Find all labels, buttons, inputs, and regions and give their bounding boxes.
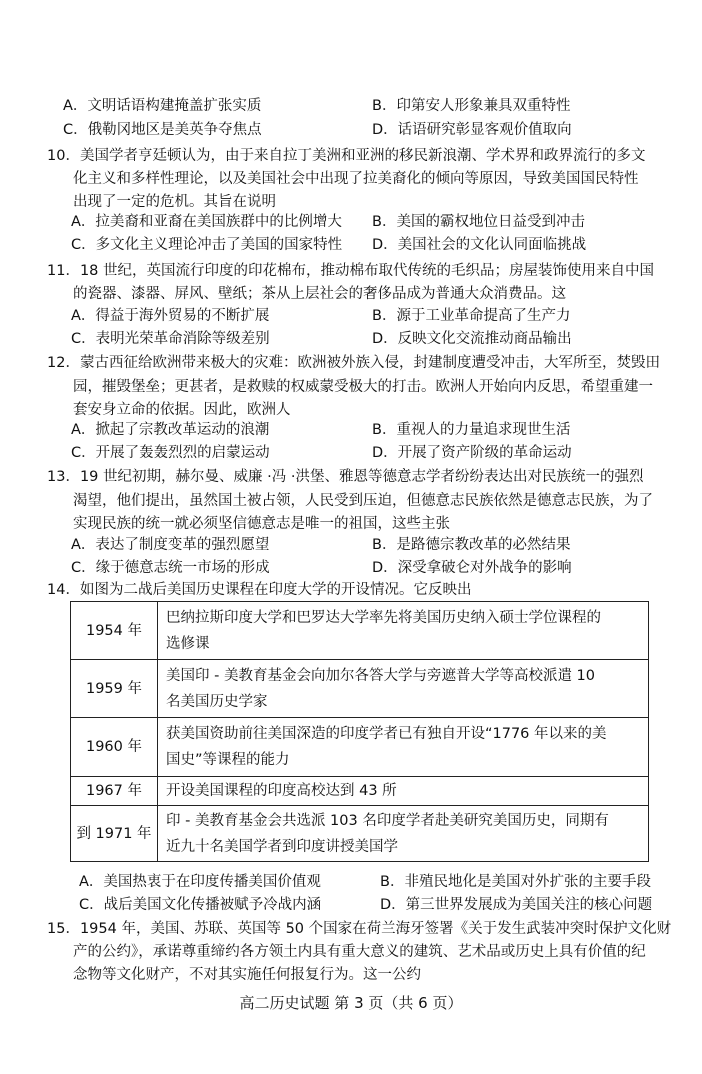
q10-option-c: C．多文化主义理论冲击了美国的国家特性 (71, 237, 343, 253)
q14-option-b: B．非殖民地化是美国对外扩张的主要手段 (380, 874, 651, 890)
table-event-cell (158, 806, 649, 862)
table-event-line: 近九十名美国学者到印度讲授美国学 (166, 838, 398, 855)
table-event-line: 选修课 (166, 635, 210, 652)
q10-stem-line: 化主义和多样性理论，以及美国社会中出现了拉美裔化的倾向等原因，导致美国国民特性 (73, 171, 639, 187)
table-event-line: 印 - 美教育基金会共选派 103 名印度学者赴美研究美国历史，同期有 (166, 812, 609, 829)
q10-stem-line: 出现了一定的危机。其旨在说明 (73, 194, 276, 210)
q15-stem-line: 15．1954 年，美国、苏联、英国等 50 个国家在荷兰海牙签署《关于发生武装冲突时保护文化财 (47, 921, 672, 937)
table-event-cell (158, 718, 649, 777)
q12-option-b: B．重视人的力量追求现世生活 (372, 422, 571, 438)
q11-stem-line: 11．18 世纪，英国流行印度的印花棉布，推动棉布取代传统的毛织品；房屋装饰使用来自中国 (47, 263, 655, 279)
q9-option-d: D．话语研究彰显客观价值取向 (372, 122, 572, 138)
q13-option-a: A．表达了制度变革的强烈愿望 (71, 537, 270, 553)
q12-option-a: A．掀起了宗教改革运动的浪潮 (71, 422, 270, 438)
q14-option-a: A．美国热衷于在印度传播美国价值观 (79, 874, 321, 890)
q14-option-d: D．第三世界发展成为美国关注的核心问题 (380, 897, 653, 913)
q13-stem-line: 实现民族的统一就必须坚信德意志是唯一的祖国，这些主张 (73, 516, 450, 532)
q12-stem-line: 12．蒙古西征给欧洲带来极大的灾难：欧洲被外族入侵，封建制度遭受冲击，大军所至，焚毁田 (47, 355, 660, 371)
q11-option-b: B．源于工业革命提高了生产力 (372, 308, 571, 324)
q15-stem-line: 产的公约》，承诺尊重缔约各方领土内具有重大意义的建筑、艺术品或历史上具有价值的纪 (73, 944, 646, 960)
q13-option-b: B．是路德宗教改革的必然结果 (372, 537, 571, 553)
page-footer: 高二历史试题 第 3 页（共 6 页） (239, 994, 463, 1012)
table-year-cell: 1954 年 (71, 602, 158, 660)
q14-option-c: C．战后美国文化传播被赋予冷战内涵 (79, 897, 322, 913)
q13-stem-line: 渴望，他们提出，虽然国土被占领，人民受到压迫，但德意志民族依然是德意志民族，为了 (73, 493, 653, 509)
q13-option-c: C．缘于德意志统一市场的形成 (71, 560, 270, 576)
table-event-cell (158, 777, 649, 806)
table-event-line: 获美国资助前往美国深造的印度学者已有独自开设“1776 年以来的美 (166, 726, 607, 742)
table-row (71, 602, 649, 660)
table-event-line: 名美国历史学家 (166, 693, 268, 710)
table-event-line: 巴纳拉斯印度大学和巴罗达大学率先将美国历史纳入硕士学位课程的 (166, 609, 601, 626)
q11-option-d: D．反映文化交流推动商品输出 (372, 331, 572, 347)
q14-stem: 14．如图为二战后美国历史课程在印度大学的开设情况。它反映出 (47, 582, 472, 598)
q9-option-b: B．印第安人形象兼具双重特性 (372, 98, 571, 114)
table-event-cell (158, 602, 649, 660)
q10-option-a: A．拉美裔和亚裔在美国族群中的比例增大 (71, 214, 342, 230)
q11-option-a: A．得益于海外贸易的不断扩展 (71, 308, 270, 324)
q13-stem-line: 13．19 世纪初期，赫尔曼、威廉 ·冯 ·洪堡、雅恩等德意志学者纷纷表达出对民族统一的强烈 (47, 469, 644, 485)
q9-option-c: C．俄勒冈地区是美英争夺焦点 (63, 122, 262, 138)
q15-stem-line: 念物等文化财产，不对其实施任何报复行为。这一公约 (73, 967, 421, 983)
table-event-cell (158, 660, 649, 718)
table-year-cell: 1967 年 (71, 777, 158, 806)
q11-option-c: C．表明光荣革命消除等级差别 (71, 331, 270, 347)
q12-stem-line: 园，摧毁堡垒；更甚者，是救赎的权威蒙受极大的打击。欧洲人开始向内反思，希望重建一 (73, 379, 653, 395)
table-year-cell: 到 1971 年 (71, 806, 158, 862)
history-course-table (70, 601, 649, 862)
q11-stem-line: 的瓷器、漆器、屏风、壁纸；茶从上层社会的奢侈品成为普通大众消费品。这 (73, 286, 566, 302)
table-year-cell: 1959 年 (71, 660, 158, 718)
table-row (71, 806, 649, 862)
table-event-line: 美国印 - 美教育基金会向加尔各答大学与旁遮普大学等高校派遣 10 (166, 667, 596, 684)
table-event-line: 开设美国课程的印度高校达到 43 所 (166, 783, 397, 799)
q10-stem-line: 10．美国学者亨廷顿认为，由于来自拉丁美洲和亚洲的移民新浪潮、学术界和政界流行的多文 (47, 148, 646, 164)
q13-option-d: D．深受拿破仑对外战争的影响 (372, 560, 572, 576)
q10-option-d: D．美国社会的文化认同面临挑战 (372, 237, 587, 253)
q12-option-c: C．开展了轰轰烈烈的启蒙运动 (71, 445, 270, 461)
q12-option-d: D．开展了资产阶级的革命运动 (372, 445, 572, 461)
q10-option-b: B．美国的霸权地位日益受到冲击 (372, 214, 585, 230)
q9-option-a: A．文明话语构建掩盖扩张实质 (63, 98, 262, 114)
table-row (71, 777, 649, 806)
table-year-cell: 1960 年 (71, 718, 158, 777)
q12-stem-line: 套安身立命的依据。因此，欧洲人 (73, 402, 291, 418)
table-event-line: 国史”等课程的能力 (166, 752, 290, 768)
table-row (71, 660, 649, 718)
table-row (71, 718, 649, 777)
